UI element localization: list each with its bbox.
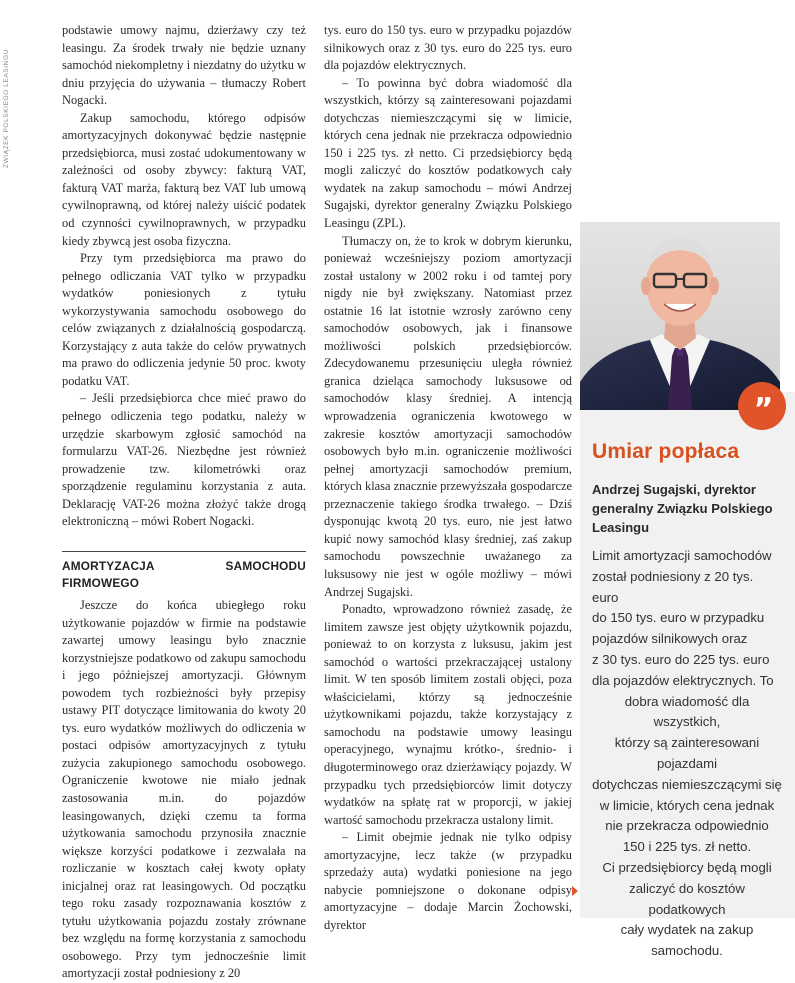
sidebar-line: z 30 tys. euro do 225 tys. euro	[592, 651, 770, 667]
sidebar-title: Umiar popłaca	[592, 440, 740, 463]
sidebar-line: w limicie, których cena jednak	[599, 797, 775, 813]
sidebar-line: cały wydatek na zakup	[620, 922, 754, 938]
portrait-photo	[580, 222, 780, 410]
sidebar-subtitle: Andrzej Sugajski, dyrektor generalny Związku Polskiego Leasingu	[592, 482, 773, 535]
paragraph: Ponadto, wprowadzono również zasadę, że limitem zawsze jest objęty użytkownik pojazdu, ponieważ to on korzysta z luksusu, jakim jest samochód o wartości przekraczającej ustalony limit. W ten sposób limitem zostali objęci, poza właścicielami, którzy są jednocześnie użytkownikami pojazdu, także korzystający z samochodu na podstawie umowy leasingu operacyjnego, wynajmu krótko-, średnio- i długoterminowego oraz dzierżawiący pojazdy. W przypadku tych przedsiębiorców limit dotyczy wydatków na spłatę rat w proporcji, w jakiej wartość samochodu przekracza ustalony limit.	[324, 602, 572, 827]
paragraph: Zakup samochodu, którego odpisów amortyzacyjnych dokonywać będzie następnie przedsiębiorca, musi zostać udokumentowany w zależności od osoby zbywcy: fakturą VAT, fakturą VAT marża, fakturą bez VAT lub umową cywilnoprawną, od której należy uiścić podatek od czynności cywilnoprawnych, w przypadku kiedy zbywcą jest osoba fizyczna.	[62, 110, 306, 248]
paragraph: tys. euro do 150 tys. euro w przypadku pojazdów silnikowych oraz z 30 tys. euro do 225 tys. euro dla pojazdów elektrycznych.	[324, 23, 572, 73]
article-column-1	[62, 22, 306, 983]
paragraph: podstawie umowy najmu, dzierżawy czy też leasingu. Za środek trwały nie będzie uznany samochód niekompletny i niezdatny do użytku w dniu przyjęcia do używania – tłumaczy Robert Nogacki.	[62, 23, 306, 108]
sidebar-line: pojazdów silnikowych oraz	[592, 631, 748, 647]
paragraph: – Limit obejmie jednak nie tylko odpisy amortyzacyjne, lecz także (w przypadku sprzedaży auta) wydatki poniesione na jego nabycie pomniejszone o dokonane odpisy amortyzacyjne – dodaje Marcin Żochowski, dyrektor	[324, 830, 572, 932]
sidebar-line: dotychczas niemieszczącymi się	[592, 776, 782, 792]
article-column-2	[324, 22, 572, 934]
paragraph: Tłumaczy on, że to krok w dobrym kierunku, ponieważ wcześniejszy poziom amortyzacji został ustalony w 2002 roku i od tamtej pory nigdy nie był zwiększany. Natomiast przez ostatnie 16 lat istotnie wzrosły zarówno ceny samochodów osobowych, jak i finansowe możliwości polskich przedsiębiorców. Zdecydowanemu przesunięciu uległa również granica dzieląca samochody luksusowe od samochodów klasy średniej. A intencją wprowadzenia ograniczenia kwotowego w zakresie kosztów amortyzacji samochodów osobowych było m.in. ograniczenie możliwości pełnej amortyzacji samochodów premium, których klasa znacznie przewyższała gospodarcze przeznaczenie takiego środka trwałego. – Dziś dysponując kwotą 20 tys. euro, nie jest łatwo kupić nowy samochód klasy średniej, zaś zakup samochodu powszechnie uważanego za luksusowy nie jest w ogóle możliwy – mówi Andrzej Sugajski.	[324, 233, 572, 599]
section-heading: AMORTYZACJA SAMOCHODU FIRMOWEGO	[62, 551, 306, 593]
sidebar-line: Ci przedsiębiorcy będą mogli	[602, 859, 772, 875]
paragraph: – Jeśli przedsiębiorca chce mieć prawo do pełnego odliczenia tego podatku, należy w urzędzie skarbowym zgłosić samochód na formularzu VAT-26. Niezbędne jest również prowadzenie tzw. kilometrówki oraz sporządzenie regulaminu korzystania z auta. Deklarację VAT-26 można złożyć także drogą elektroniczną – mówi Robert Nogacki.	[62, 391, 306, 529]
sidebar-line: zaliczyć do kosztów podatkowych	[629, 880, 745, 917]
paragraph: – To powinna być dobra wiadomość dla wszystkich, którzy są zainteresowani pojazdami dotychczas niemieszczącymi się w limicie, których cena jednak nie przekracza odpowiednio 150 i 225 tys. zł netto. Ci przedsiębiorcy będą mogli zaliczyć do kosztów podatkowych cały wydatek na zakup samochodu – mówi Andrzej Sugajski, dyrektor generalny Związku Polskiego Leasingu (ZPL).	[324, 75, 572, 231]
sidebar-line: dobra wiadomość dla wszystkich,	[624, 693, 750, 730]
sidebar-line: do 150 tys. euro w przypadku	[592, 610, 765, 626]
sidebar-line: którzy są zainteresowani pojazdami	[614, 735, 760, 771]
sidebar-line: Limit amortyzacji samochodów	[592, 548, 772, 563]
sidebar-line: samochodu.	[651, 943, 723, 959]
sidebar-line: nie przekracza odpowiednio	[605, 818, 769, 834]
sidebar-line: 150 i 225 tys. zł netto.	[622, 839, 752, 855]
sidebar-line: dla pojazdów elektrycznych. To	[592, 672, 774, 688]
quote-mark-icon: ”	[738, 382, 786, 430]
sidebar-line: został podniesiony z 20 tys. euro	[592, 568, 754, 605]
paragraph: Jeszcze do końca ubiegłego roku użytkowanie pojazdów w firmie na podstawie zawartej umowy leasingu było znacznie korzystniejsze podatkowo od zakupu samochodu i jego późniejszej amortyzacji. Głównym powodem tych rozbieżności były przepisy ustawy PIT dotyczące limitowania do kwoty 20 tys. euro wydatków możliwych do odliczenia w postaci odpisów amortyzacyjnych z tytułu zużycia zakupionego samochodu osobowego. Ograniczenie kwotowe nie miało jednak zastosowania m.in. do pojazdów leasingowanych, dzięki czemu ta forma użytkowania samochodu przynosiła znacznie większe korzyści podatkowe i zezwalała na rozliczanie w kosztach całej kwoty opłaty inicjalnej oraz rat leasingowych. Od początku tego roku zasady rozpoznawania kosztów z tytułu użytkowania pojazdu zostały zrównane bez względu na formę korzystania z samochodu osobowego. Przy tym jednocześnie limit amortyzacji został podniesiony z 20	[62, 597, 306, 981]
sidebar-body	[592, 546, 782, 962]
paragraph: Przy tym przedsiębiorca ma prawo do pełnego odliczania VAT tylko w przypadku wydatków poniesionych z tytułu wykorzystywania samochodu osobowego do celów związanych z działalnością gospodarczą. Korzystający z auta także do celów prywatnych ma prawo do odliczenia jedynie 50 proc. kwoty podatku VAT.	[62, 251, 306, 388]
continue-arrow-icon	[572, 886, 578, 896]
portrait-illustration	[580, 222, 780, 410]
section-side-label: ZWIĄZEK POLSKIEGO LEASINGU	[3, 49, 10, 168]
